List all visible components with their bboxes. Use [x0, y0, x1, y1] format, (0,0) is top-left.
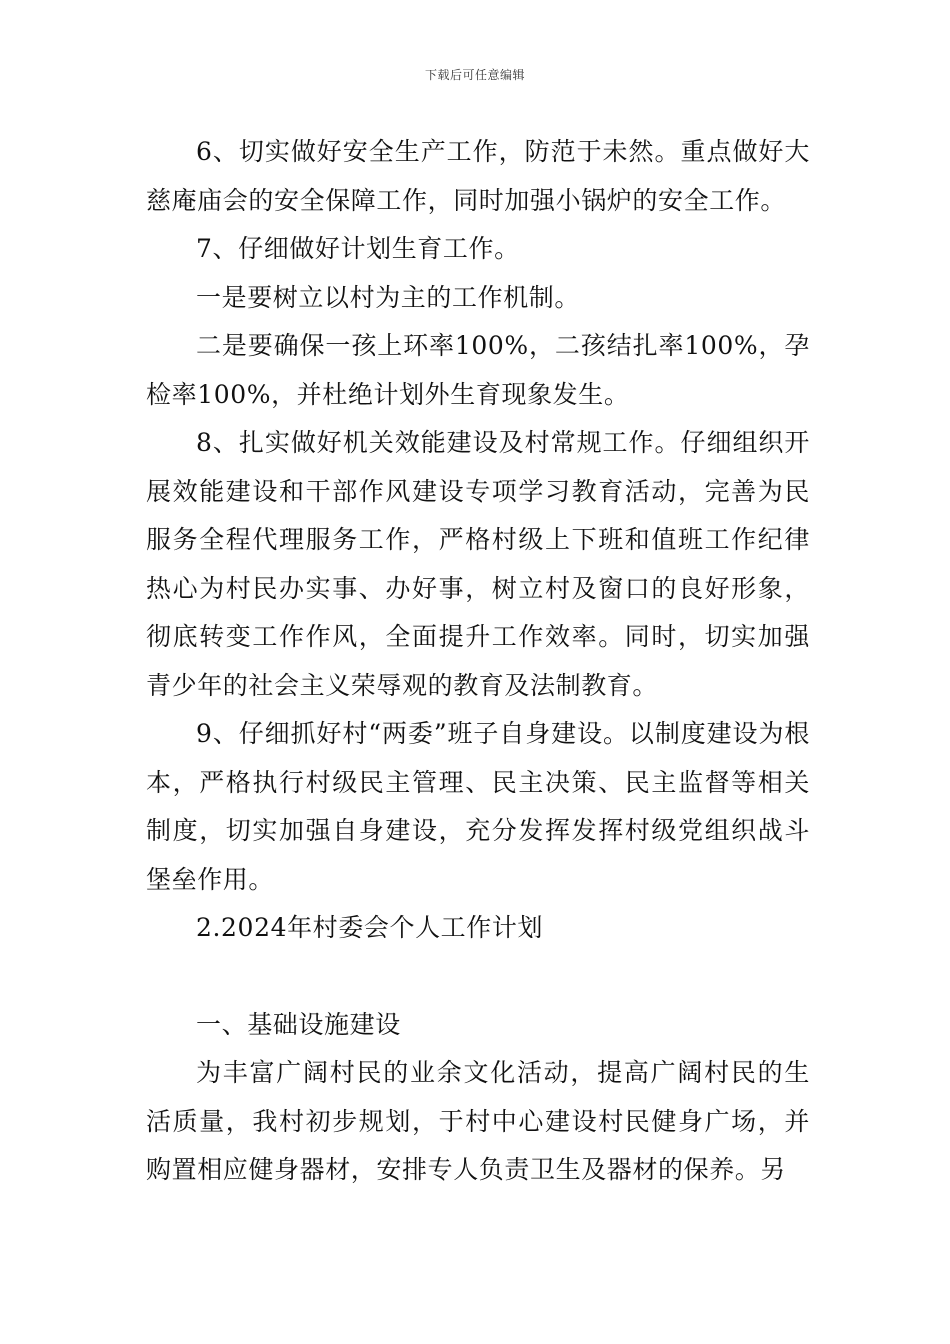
section-heading: 一、基础设施建设 — [196, 1009, 401, 1039]
paragraph-item-9: 9、仔细抓好村“两委”班子自身建设。以制度建设为根本，严格执行村级民主管理、民主决策、民主监督等相关制度，切实加强自身建设，充分发挥发挥村级党组织战斗堡垒作用。 — [146, 719, 810, 894]
paragraph-point-1: 一是要树立以村为主的工作机制。 — [196, 282, 581, 312]
section-paragraph: 为丰富广阔村民的业余文化活动，提高广阔村民的生活质量，我村初步规划，于村中心建设村民健身广场，并购置相应健身器材，安排专人负责卫生及器材的保养。另 — [146, 1058, 810, 1184]
document-subtitle: 2.2024年村委会个人工作计划 — [196, 913, 544, 942]
paragraph-item-8: 8、扎实做好机关效能建设及村常规工作。仔细组织开展效能建设和干部作风建设专项学习教育活动，完善为民服务全程代理服务工作，严格村级上下班和值班工作纪律热心为村民办实事、办好事，树立村及窗口的良好形象，彻底转变工作作风，全面提升工作效率。同时，切实加强青少年的社会主义荣辱观的教育及法制教育。 — [146, 428, 810, 700]
paragraph-item-6: 6、切实做好安全生产工作，防范于未然。重点做好大慈庵庙会的安全保障工作，同时加强小锅炉的安全工作。 — [146, 137, 810, 215]
header-note: 下载后可任意编辑 — [424, 68, 525, 82]
paragraph-point-2: 二是要确保一孩上环率100%，二孩结扎率100%，孕检率100%，并杜绝计划外生育现象发生。 — [146, 331, 810, 409]
document-body — [146, 128, 810, 1195]
blank-line — [146, 953, 810, 1001]
paragraph-item-7: 7、仔细做好计划生育工作。 — [196, 234, 520, 263]
